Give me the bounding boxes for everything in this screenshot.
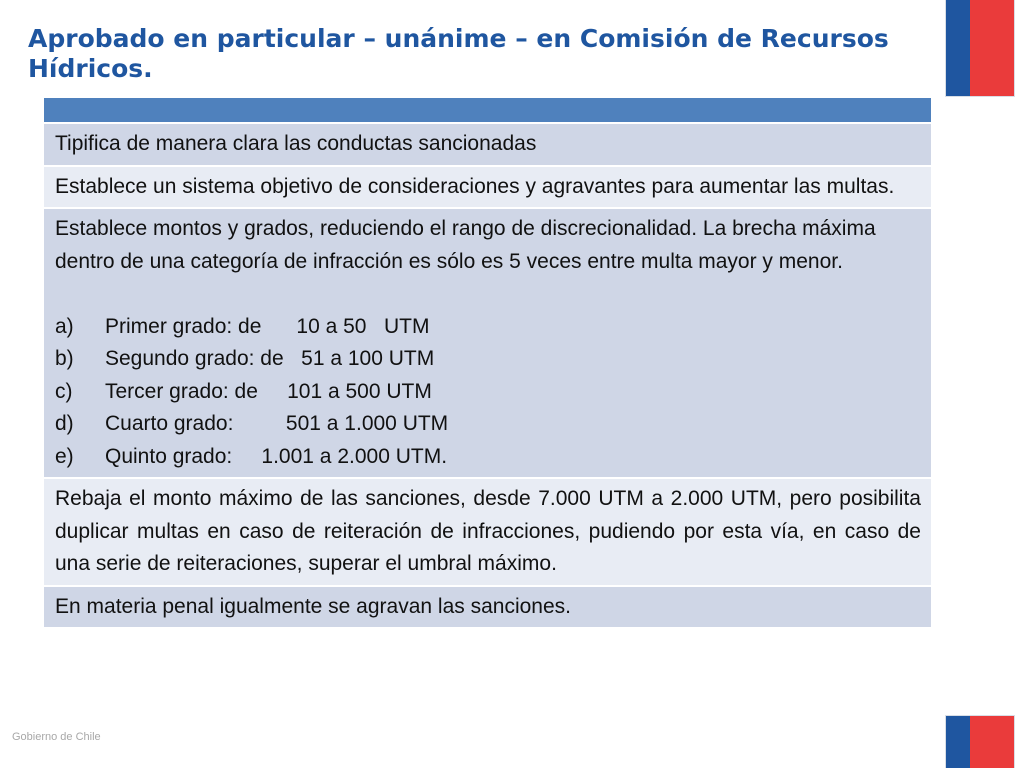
grades-list <box>55 311 921 474</box>
grade-text: Segundo grado: de 51 a 100 UTM <box>105 347 435 370</box>
blank-line <box>55 278 921 311</box>
grade-item <box>55 408 921 441</box>
grade-text: Quinto grado: 1.001 a 2.000 UTM. <box>105 444 448 468</box>
slide-title: Aprobado en particular – unánime – en Comisión de Recursos Hídricos. <box>28 24 889 83</box>
grade-marker: b) <box>55 347 74 370</box>
table-cell-agravantes: Establece un sistema objetivo de consideraciones y agravantes para aumentar las multas. <box>44 166 931 209</box>
grade-marker: d) <box>55 412 74 435</box>
grade-text: Tercer grado: de 101 a 500 UTM <box>105 379 432 403</box>
grade-marker: a) <box>55 314 74 338</box>
montos-text: Establece montos y grados, reduciendo el rango de discrecionalidad. La brecha máxima dentro de una categoría de infracción es sólo es 5 veces entre multa mayor y menor. <box>55 217 876 273</box>
table-row <box>44 166 931 209</box>
table-row <box>44 123 931 166</box>
table-cell-penal: En materia penal igualmente se agravan las sanciones. <box>44 586 931 629</box>
flag-red-stripe <box>970 0 1014 96</box>
table-cell-conductas: Tipifica de manera clara las conductas sancionadas <box>44 123 931 166</box>
table-row <box>44 586 931 629</box>
table-header-cell <box>44 98 931 123</box>
flag-logo-bottom <box>946 716 1014 768</box>
flag-red-stripe <box>970 716 1014 768</box>
grade-item <box>55 441 921 474</box>
grade-text: Cuarto grado: 501 a 1.000 UTM <box>105 412 449 435</box>
table-cell-montos <box>44 208 931 478</box>
grade-marker: e) <box>55 444 74 468</box>
footer-text: Gobierno de Chile <box>12 731 101 743</box>
sanctions-table <box>44 98 931 629</box>
grade-item <box>55 311 921 344</box>
table-row <box>44 208 931 478</box>
flag-blue-stripe <box>946 716 970 768</box>
table-row <box>44 478 931 586</box>
table-cell-rebaja: Rebaja el monto máximo de las sanciones, desde 7.000 UTM a 2.000 UTM, pero posibilita duplicar multas en caso de reiteración de infracciones, pudiendo por esta vía, en caso de una serie de reiteraciones, superar el umbral máximo. <box>44 478 931 586</box>
grade-text: Primer grado: de 10 a 50 UTM <box>105 314 430 338</box>
table-header-row <box>44 98 931 123</box>
flag-blue-stripe <box>946 0 970 96</box>
grade-item <box>55 343 921 376</box>
grade-item <box>55 376 921 409</box>
flag-logo-top <box>946 0 1014 96</box>
grade-marker: c) <box>55 379 73 403</box>
